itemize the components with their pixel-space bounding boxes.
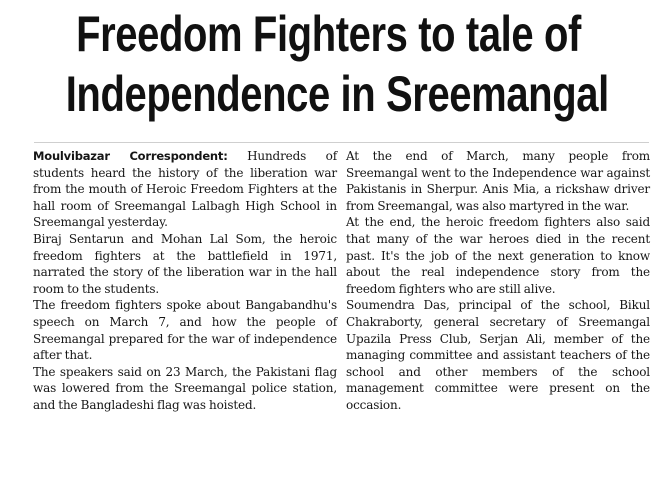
article-column-right	[346, 148, 650, 414]
headline-line-1: Freedom Fighters to tale of	[76, 6, 581, 62]
article-paragraph: The speakers said on 23 March, the Pakistani flag was lowered from the Sreemangal police station, and the Bangladeshi flag was hoisted.	[33, 364, 337, 412]
article-paragraph: Biraj Sentarun and Mohan Lal Som, the heroic freedom fighters at the battlefield in 1971, narrated the story of the liberation war in the hall room to the students.	[33, 231, 337, 296]
article-column-left	[33, 148, 337, 414]
headline-line-2: Independence in Sreemangal	[65, 66, 609, 122]
article-paragraph	[33, 148, 337, 231]
headline	[65, 4, 609, 124]
article-paragraph: At the end, the heroic freedom fighters also said that many of the war heroes died in the recent past. It's the job of the next generation to know about the real independence story from the freedom fighters who are still alive.	[346, 215, 650, 296]
byline: Moulvibazar Correspondent:	[33, 149, 228, 163]
paragraph-text: Hundreds of students heard the history of the liberation war from the mouth of Heroic Freedom Fighters at the hall room of Sreemangal Lalbagh High School in Sreemangal yesterday.	[33, 149, 338, 230]
article-paragraph: At the end of March, many people from Sreemangal went to the Independence war against Pakistanis in Sherpur. Anis Mia, a rickshaw driver from Sreemangal, was also martyred in the war.	[346, 149, 650, 213]
divider	[34, 142, 649, 143]
article-paragraph: The freedom fighters spoke about Bangabandhu's speech on March 7, and how the people of Sreemangal prepared for the war of independence after that.	[33, 298, 337, 363]
article-paragraph: Soumendra Das, principal of the school, Bikul Chakraborty, general secretary of Sreemangal Upazila Press Club, Serjan Ali, member of the managing committee and assistant teachers of the school and other members of the school management committee were present on the occasion.	[346, 298, 650, 412]
